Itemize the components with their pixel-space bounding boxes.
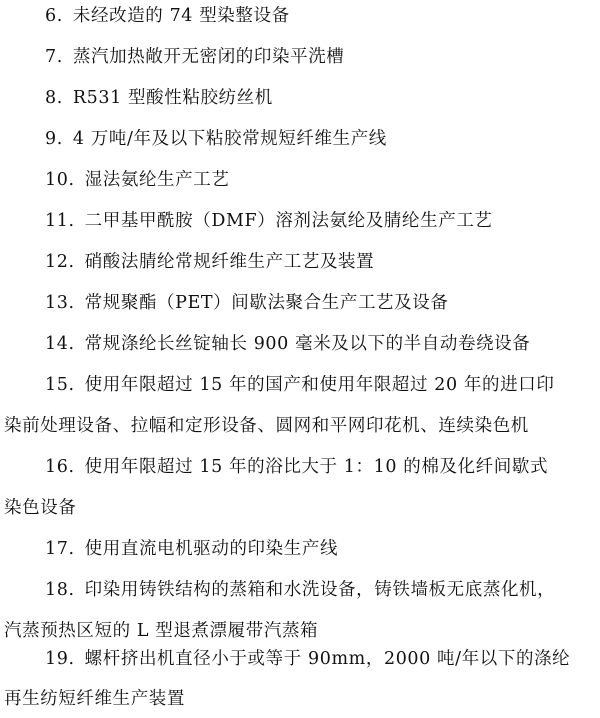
list-item <box>0 365 600 447</box>
item-text-continued: 汽蒸预热区短的 L 型退煮漂履带汽蒸箱 <box>4 621 319 641</box>
item-text: 使用年限超过 15 年的国产和使用年限超过 20 年的进口印 <box>84 375 555 395</box>
item-text: 螺杆挤出机直径小于或等于 90mm，2000 吨/年以下的涤纶 <box>84 649 571 669</box>
list-item <box>0 447 600 529</box>
list-item <box>0 78 600 119</box>
list-item <box>0 119 600 160</box>
list-item <box>0 201 600 242</box>
list-item <box>0 242 600 283</box>
item-text: 二甲基甲酰胺（DMF）溶剂法氨纶及腈纶生产工艺 <box>84 211 493 231</box>
item-number: 19. <box>45 649 75 669</box>
item-number: 8. <box>45 88 63 108</box>
item-text: 硝酸法腈纶常规纤维生产工艺及装置 <box>84 252 375 272</box>
item-number: 10. <box>45 170 75 190</box>
item-text: 未经改造的 74 型染整设备 <box>72 6 290 26</box>
item-number: 7. <box>45 47 63 67</box>
item-text: 使用直流电机驱动的印染生产线 <box>84 539 339 559</box>
list-item <box>0 160 600 201</box>
item-text: 湿法氨纶生产工艺 <box>84 170 230 190</box>
item-text: R531 型酸性粘胶纺丝机 <box>72 88 273 108</box>
list-item <box>0 283 600 324</box>
item-text: 4 万吨/年及以下粘胶常规短纤维生产线 <box>72 129 387 149</box>
item-number: 11. <box>45 211 75 231</box>
item-number: 18. <box>45 580 75 600</box>
list-item <box>0 529 600 570</box>
list-item <box>0 0 600 37</box>
list-item <box>0 324 600 365</box>
item-number: 15. <box>45 375 75 395</box>
item-number: 17. <box>45 539 75 559</box>
item-text: 印染用铸铁结构的蒸箱和水洗设备，铸铁墙板无底蒸化机， <box>84 580 556 600</box>
list-item <box>0 37 600 78</box>
item-text-continued: 染前处理设备、拉幅和定形设备、圆网和平网印花机、连续染色机 <box>4 416 529 436</box>
item-text: 常规涤纶长丝锭轴长 900 毫米及以下的半自动卷绕设备 <box>84 334 531 354</box>
item-number: 16. <box>45 457 75 477</box>
item-number: 13. <box>45 293 75 313</box>
item-number: 6. <box>45 6 63 26</box>
item-text: 使用年限超过 15 年的浴比大于 1：10 的棉及化纤间歇式 <box>84 457 549 477</box>
item-text: 蒸汽加热敞开无密闭的印染平洗槽 <box>72 47 345 67</box>
item-text: 常规聚酯（PET）间歇法聚合生产工艺及设备 <box>84 293 449 313</box>
item-text-continued: 再生纺短纤维生产装置 <box>4 689 185 709</box>
item-number: 9. <box>45 129 63 149</box>
item-number: 14. <box>45 334 75 354</box>
item-number: 12. <box>45 252 75 272</box>
item-text-continued: 染色设备 <box>4 498 77 518</box>
list-item <box>0 639 600 718</box>
